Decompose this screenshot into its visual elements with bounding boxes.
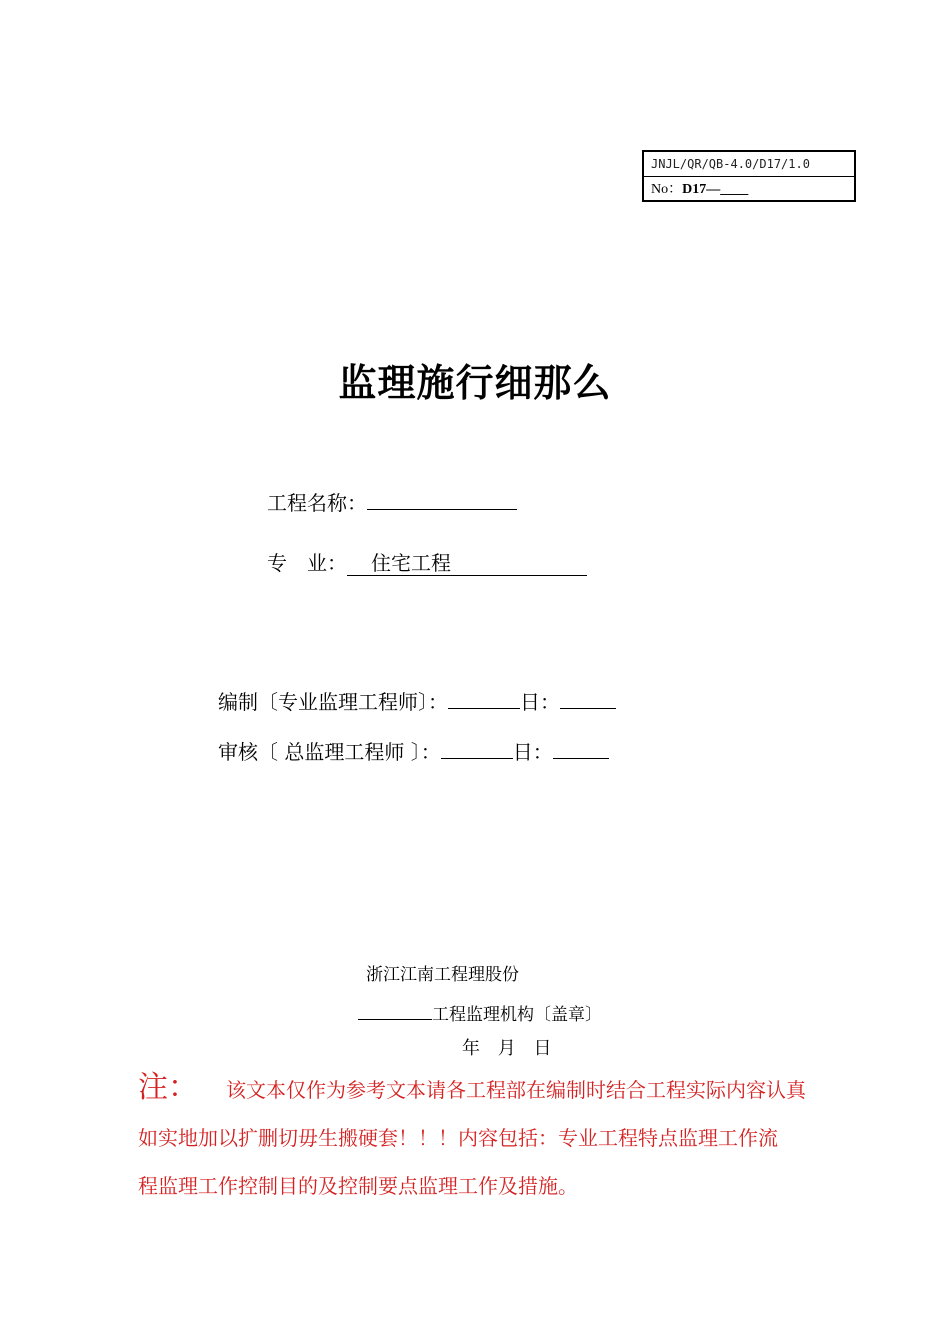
specialty-label: 专 业：: [267, 551, 347, 575]
org-name-blank: [358, 1002, 432, 1020]
compiler-row: [218, 686, 616, 716]
compiler-name-blank: [448, 686, 520, 709]
project-name-row: [267, 487, 517, 517]
specialty-row: [267, 549, 587, 577]
project-name-label: 工程名称：: [267, 491, 367, 515]
company-name: 浙江江南工程理股份: [366, 965, 519, 985]
note-text-1: 该文本仅作为参考文本请各工程部在编制时结合工程实际内容认真: [226, 1078, 806, 1102]
document-code: JNJL/QR/QB-4.0/D17/1.0: [644, 152, 854, 177]
reviewer-date-label: 日：: [512, 740, 553, 764]
date-line: 年 月 日: [462, 1038, 558, 1059]
reviewer-name-blank: [441, 736, 513, 759]
note-line-2: 如实地加以扩删切毋生搬硬套！！！内容包括：专业工程特点监理工作流: [138, 1126, 778, 1150]
project-name-blank: [367, 487, 517, 510]
note-line-1: [138, 1066, 806, 1112]
compiler-date-label: 日：: [520, 690, 560, 714]
supervision-org-label: 工程监理机构〔盖章〕: [432, 1005, 602, 1025]
document-code-box: [642, 150, 856, 202]
reviewer-label: 审核〔 总监理工程师 〕：: [218, 740, 441, 764]
document-number-label: No：: [651, 182, 683, 197]
document-number-row: [644, 177, 861, 202]
reviewer-row: [218, 736, 609, 766]
document-title: 监理施行细那么: [338, 361, 612, 405]
note-label: 注：: [138, 1070, 198, 1105]
reviewer-date-blank: [553, 736, 609, 759]
compiler-label: 编制〔专业监理工程师〕：: [218, 690, 448, 714]
supervision-org-row: [358, 1000, 602, 1025]
compiler-date-blank: [560, 686, 616, 709]
document-number-value: D17—____: [682, 182, 749, 197]
note-line-3: 程监理工作控制目的及控制要点监理工作及措施。: [138, 1174, 578, 1198]
specialty-value: 住宅工程: [347, 551, 587, 576]
